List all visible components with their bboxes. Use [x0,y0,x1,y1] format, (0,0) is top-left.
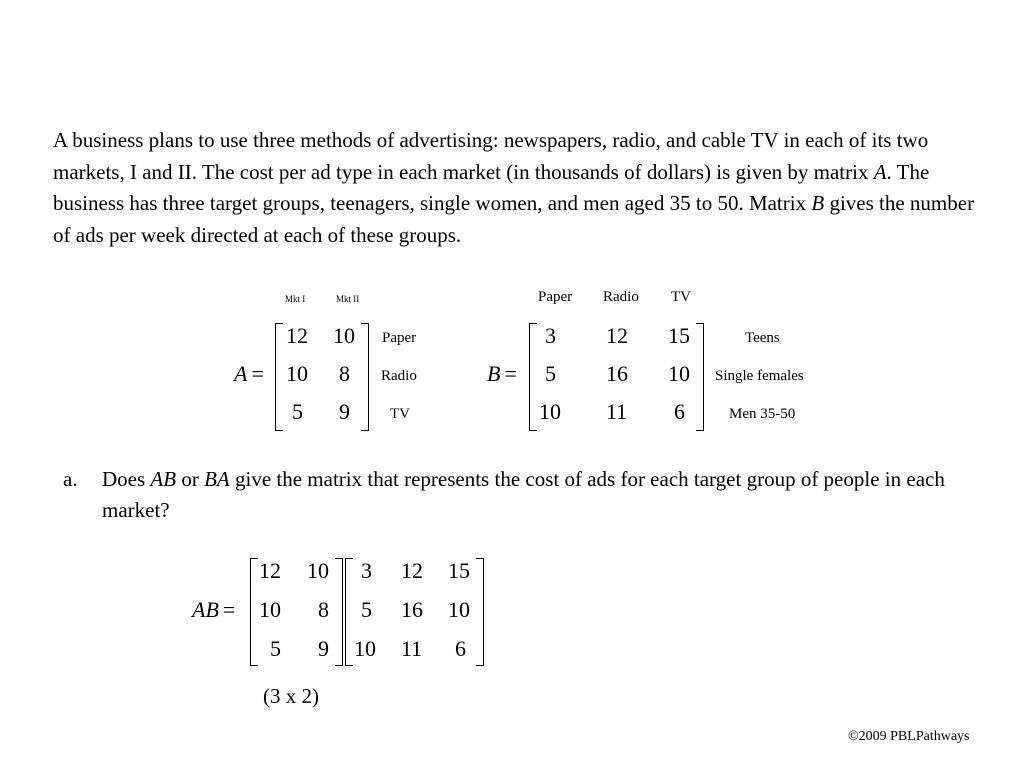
product-left-cell: 8 [318,597,329,622]
matrix-b-col-header: TV [671,289,691,305]
product-right-cell: 10 [354,636,376,661]
matrix-a-cell: 8 [339,361,350,386]
matrix-a-cell: 12 [286,323,308,348]
matrix-b-row-label: Men 35-50 [729,406,796,422]
matrix-b-cell: 10 [539,399,561,424]
product-right-matrix-left-bracket [345,558,353,666]
dimension-note: (3 x 2) [263,684,319,708]
matrix-b-row-label: Single females [715,368,804,384]
matrix-b-cell: 10 [668,361,690,386]
matrix-b-cell: 12 [606,323,628,348]
copyright-footer: ©2009 PBLPathways [848,729,970,744]
matrix-b-row-label: Teens [745,330,780,346]
question-a-text: Does AB or BA give the matrix that represents the cost of ads for each target group of people in each market? [102,467,945,522]
question-a-label: a. [63,467,78,491]
matrix-a-cell: 10 [286,361,308,386]
matrix-b-name: B = [487,361,517,386]
product-right-matrix-right-bracket [476,558,484,666]
product-name: AB = [192,597,236,622]
product-right-cell: 12 [401,558,423,583]
product-left-matrix-right-bracket [335,558,343,666]
product-left-cell: 9 [318,636,329,661]
product-right-cell: 11 [401,636,423,661]
matrix-b-left-bracket [529,323,537,431]
product-right-cell: 10 [448,597,470,622]
product-left-cell: 5 [270,636,281,661]
product-right-cell: 6 [455,636,466,661]
matrix-b-cell: 15 [668,323,690,348]
matrix-b-cell: 3 [545,323,556,348]
matrix-a-cell: 10 [333,323,355,348]
matrix-a-name: A = [234,361,264,386]
matrix-a-row-label: Radio [381,368,417,384]
product-right-cell: 16 [401,597,423,622]
matrix-b-cell: 6 [674,399,685,424]
matrix-b-cell: 16 [606,361,628,386]
product-right-cell: 3 [361,558,372,583]
product-right-cell: 15 [448,558,470,583]
intro-paragraph: A business plans to use three methods of advertising: newspapers, radio, and cable TV in each of its two markets, I and II. The cost per ad type in each market (in thousands of dollars) is given by matrix A. The business has three target groups, teenagers, single women, and men aged 35 to 50. Matrix B gives the number of ads per week directed at each of these groups. [53,128,975,247]
matrix-a-row-label: TV [390,406,410,422]
product-left-cell: 12 [259,558,281,583]
matrix-b-right-bracket [696,323,704,431]
matrix-a-cell: 5 [292,399,303,424]
matrix-a-col-header: Mkt II [336,294,360,304]
product-right-cell: 5 [361,597,372,622]
matrix-a-col-header: Mkt I [285,294,306,304]
matrix-a-left-bracket [275,323,283,431]
product-left-cell: 10 [307,558,329,583]
matrix-a-row-label: Paper [382,330,417,346]
question-a [63,464,963,526]
matrix-b-cell: 11 [606,399,628,424]
matrix-b-col-header: Radio [603,289,639,305]
matrix-b-cell: 5 [545,361,556,386]
matrix-a-cell: 9 [339,399,350,424]
product-left-matrix-left-bracket [250,558,258,666]
matrix-b-col-header: Paper [538,289,573,305]
matrix-a-right-bracket [361,323,369,431]
product-left-cell: 10 [259,597,281,622]
